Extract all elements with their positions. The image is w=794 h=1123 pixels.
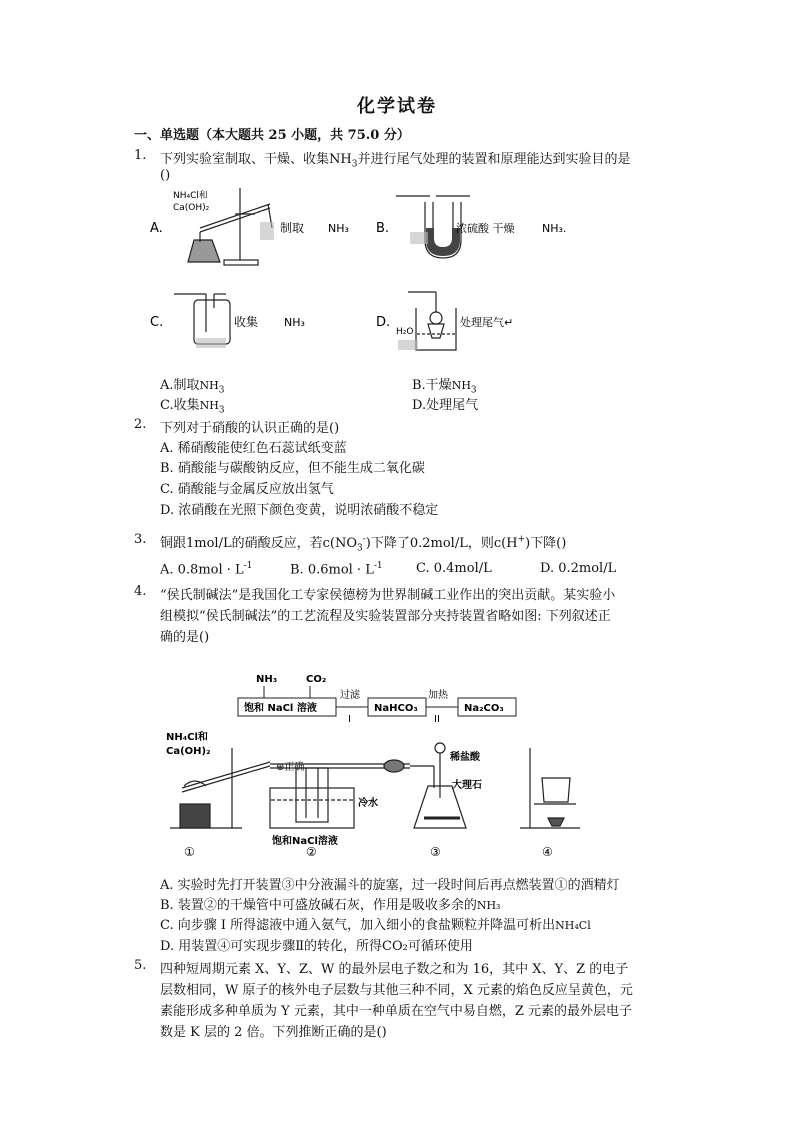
q1-fig-d-water: H₂O (396, 327, 414, 337)
q4-line-2: 组模拟“侯氏制碱法”的工艺流程及实验装置部分夹持装置省略如图: 下列叙述正 (160, 609, 611, 624)
q4-option-b-tail: NH₃ (476, 899, 501, 912)
q4-app-n3: ③ (430, 845, 441, 859)
q1-option-a-text: A.制取 (160, 378, 200, 393)
q1-fig-a-text: 制取 (280, 221, 305, 235)
q4-app-4 (520, 748, 580, 828)
q1-option-c[interactable]: C.收集$NH_3$ (160, 398, 225, 416)
q4-option-c-text: C. 向步骤 I 所得滤液中通入氨气，加入细小的食盐颗粒并降温可析出 (160, 918, 556, 933)
q1-fig-a-reagent2: Ca(OH)₂ (173, 203, 210, 213)
q1-fig-c-apparatus (174, 294, 230, 344)
q4-app-acid: 稀盐酸 (450, 752, 480, 763)
q4-option-c[interactable] (160, 914, 591, 933)
q4-app-nacl: 饱和NaCl溶液 (272, 836, 338, 847)
q4-app-r1: NH₄Cl和 (166, 732, 208, 743)
q3-stem: 铜跟1mol/L的硝酸反应，若$c(NO_3^-)$下降了0.2mol/L，则c(H+)下降() (160, 534, 567, 554)
q1-option-b[interactable]: B.干燥$NH_3$ (412, 378, 477, 396)
q4-flow-chart (238, 674, 516, 725)
q1-fig-d-smudge (398, 340, 418, 350)
q1-stem-b: 并进行尾气处理的装置和原理能达到实验目的是 (357, 152, 631, 167)
q1-stem: 下列实验室制取、干燥、收集$NH_3$并进行尾气处理的装置和原理能达到实验目的是 (160, 152, 631, 170)
q3-number: 3. (134, 532, 147, 547)
q4-app-1 (170, 748, 270, 828)
q3-option-b[interactable]: B. $0.6mol \cdot L^{-1}$ (290, 561, 383, 578)
q3-option-c[interactable]: C. 0.4mol/L (416, 561, 492, 576)
q3-option-a[interactable]: A. $0.8mol \cdot L^{-1}$ (160, 561, 253, 578)
q1-fig-b-label: B. (376, 221, 390, 236)
q4-app-cold: 冷水 (358, 798, 378, 809)
q1-fig-a-reagent1: NH₄Cl和 (173, 191, 208, 201)
q4-flow-step2n: II (434, 714, 440, 725)
q1-fig-b-text: 浓硫酸 干燥 (456, 222, 515, 235)
q1-number: 1. (134, 148, 147, 163)
q1-figure (140, 182, 580, 372)
q1-fig-c-text: 收集 (234, 315, 259, 329)
q4-figure (160, 668, 620, 863)
q2-option-b[interactable]: B. 硝酸能与碳酸钠反应，但不能生成二氧化碳 (160, 461, 425, 476)
q5-line-3: 素能形成多种单质为 Y 元素，其中一种单质在空气中易自燃，Z 元素的最外层电子 (160, 1004, 633, 1019)
q4-app-n2: ② (306, 845, 317, 859)
q4-line-1: “侯氏制碱法”是我国化工专家侯德榜为世界制碱工业作出的突出贡献。某实验小 (160, 588, 616, 603)
q1-fig-c-label: C. (150, 315, 164, 330)
q4-app-n1: ① (184, 845, 195, 859)
q1-option-a-gas: NH (199, 379, 219, 392)
q5-number: 5. (134, 958, 147, 973)
q4-flow-step1n: I (348, 714, 351, 725)
q4-option-d[interactable]: D. 用装置④可实现步骤Ⅱ的转化，所得CO₂可循环使用 (160, 939, 473, 954)
q4-option-c-tail: NH₄Cl (555, 919, 591, 932)
q4-line-3: 确的是() (160, 630, 210, 645)
q1-option-b-text: B.干燥 (412, 378, 452, 393)
q1-fig-a-smudge (260, 222, 274, 240)
q2-option-c[interactable]: C. 硝酸能与金属反应放出氢气 (160, 482, 334, 497)
q3-option-a-text: A. 0.8mol · L (160, 562, 244, 578)
q1-fig-b-gas: NH₃. (542, 222, 567, 235)
section-heading: 一、单选题（本大题共 25 小题，共 75.0 分） (134, 128, 410, 143)
q4-flow-in2: CO₂ (306, 674, 327, 685)
page-title: 化学试卷 (357, 96, 437, 117)
q1-fig-b-smudge (410, 232, 428, 244)
q4-option-a[interactable]: A. 实验时先打开装置③中分液漏斗的旋塞，过一段时间后再点燃装置①的酒精灯 (160, 878, 620, 893)
q4-flow-step2: 加热 (428, 690, 448, 701)
q4-number: 4. (134, 584, 147, 599)
q4-flow-box3: Na₂CO₃ (464, 703, 504, 714)
q1-option-c-gas: NH (199, 399, 219, 412)
q4-app-n4: ④ (542, 845, 553, 859)
q1-stem-a: 下列实验室制取、干燥、收集 (160, 152, 330, 167)
q4-flow-box2: NaHCO₃ (374, 703, 418, 714)
q2-option-a[interactable]: A. 稀硝酸能使红色石蕊试纸变蓝 (160, 441, 347, 456)
q3-stem-c: )下降() (525, 536, 567, 551)
q1-option-c-text: C.收集 (160, 398, 200, 413)
q4-flow-in1: NH₃ (256, 674, 278, 685)
q5-line-2: 层数相同，W 原子的核外电子层数与其他三种不同，X 元素的焰色反应呈黄色，元 (160, 983, 633, 998)
q1-fig-c-smudge (196, 338, 226, 348)
q1-fig-d-label: D. (376, 315, 391, 330)
q1-fig-d-text: 处理尾气↵ (460, 316, 514, 329)
q4-flow-step1: 过滤 (340, 690, 360, 701)
q4-app-r2: Ca(OH)₂ (166, 746, 211, 757)
q4-app-mid: ⊕正确 (276, 762, 305, 773)
q5-line-4: 数是 K 层的 2 倍。下列推断正确的是() (160, 1025, 387, 1040)
q2-option-d[interactable]: D. 浓硝酸在光照下颜色变黄，说明浓硝酸不稳定 (160, 503, 439, 518)
q1-option-a[interactable]: A.制取$NH_3$ (160, 378, 225, 396)
q5-line-1: 四种短周期元素 X、Y、Z、W 的最外层电子数之和为 16，其中 X、Y、Z 的电子 (160, 962, 629, 977)
q1-fig-c-gas: NH₃ (284, 316, 305, 329)
q2-number: 2. (134, 417, 147, 432)
q1-stem-paren: () (160, 168, 171, 183)
q4-flow-box1: 饱和 NaCl 溶液 (244, 703, 317, 714)
q1-fig-a-label: A. (150, 221, 163, 236)
q4-option-b-text: B. 装置②的干燥管中可盛放碱石灰，作用是吸收多余的 (160, 898, 477, 913)
q4-app-stone: 大理石 (452, 780, 482, 791)
q1-option-b-gas: NH (451, 379, 471, 392)
q3-stem-b: )下降了0.2mol/L，则c(H (365, 536, 518, 551)
q2-stem: 下列对于硝酸的认识正确的是() (160, 421, 340, 436)
q4-option-b[interactable] (160, 894, 500, 913)
q3-option-b-text: B. 0.6mol · L (290, 562, 374, 578)
q1-fig-a-gas: NH₃ (328, 222, 349, 235)
q3-option-d[interactable]: D. 0.2mol/L (540, 561, 617, 576)
q1-stem-nh3: NH (329, 152, 352, 167)
q1-option-d[interactable]: D.处理尾气 (412, 398, 479, 413)
q3-stem-a: 铜跟1mol/L的硝酸反应，若c(NO (160, 536, 357, 551)
